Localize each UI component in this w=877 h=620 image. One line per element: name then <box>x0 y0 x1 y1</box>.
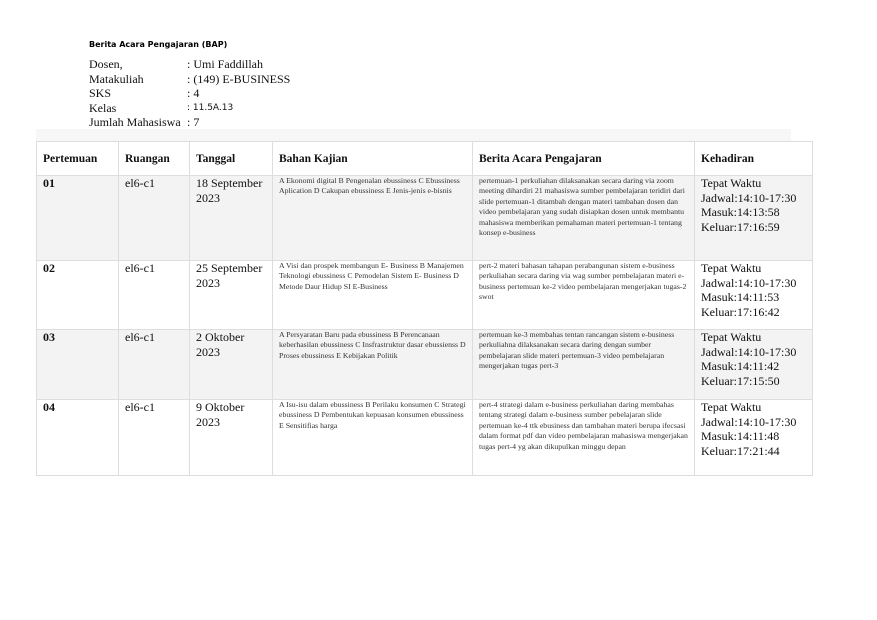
info-row-matakuliah <box>89 72 290 87</box>
cell-tanggal: 25 September 2023 <box>190 261 273 330</box>
attendance-keluar: Keluar:17:16:59 <box>701 219 780 234</box>
info-row-dosen <box>89 57 290 72</box>
header-ruangan: Ruangan <box>119 142 190 176</box>
cell-ruangan: el6-c1 <box>119 400 190 476</box>
cell-pertemuan: 04 <box>37 400 119 476</box>
cell-kehadiran <box>695 330 813 400</box>
jumlah-mahasiswa-label: Jumlah Mahasiswa <box>89 115 181 129</box>
attendance-status: Tepat Waktu <box>701 330 762 344</box>
attendance-keluar: Keluar:17:16:42 <box>701 304 780 319</box>
dosen-label: Dosen, <box>89 57 123 71</box>
attendance-masuk: Masuk:14:11:53 <box>701 290 780 304</box>
table-row <box>37 261 813 330</box>
attendance-status: Tepat Waktu <box>701 400 762 414</box>
cell-bahan-kajian: A Isu-isu dalam ebussiness B Perilaku konsumen C Strategi ebussiness D Pembentukan kepuasan konsumen ebussiness E Sensitifias harga <box>273 400 473 476</box>
attendance-masuk: Masuk:14:11:42 <box>701 359 780 373</box>
header-kehadiran: Kehadiran <box>695 142 813 176</box>
cell-ruangan: el6-c1 <box>119 330 190 400</box>
table-row <box>37 400 813 476</box>
cell-pertemuan: 02 <box>37 261 119 330</box>
attendance-masuk: Masuk:14:11:48 <box>701 429 780 443</box>
cell-ruangan: el6-c1 <box>119 261 190 330</box>
matakuliah-value: : (149) E-BUSINESS <box>187 71 291 86</box>
info-row-jumlah-mahasiswa <box>89 115 290 130</box>
cell-bahan-kajian: A Ekonomi digital B Pengenalan ebussiness C Ebussiness Aplication D Cakupan ebussiness E Jenis-jenis e-bisnis <box>273 176 473 261</box>
kelas-value: : 11.5A.13 <box>187 102 234 113</box>
cell-ruangan: el6-c1 <box>119 176 190 261</box>
header-berita-acara: Berita Acara Pengajaran <box>473 142 695 176</box>
attendance-masuk: Masuk:14:13:58 <box>701 205 780 219</box>
attendance-keluar: Keluar:17:15:50 <box>701 373 780 388</box>
cell-kehadiran <box>695 176 813 261</box>
attendance-jadwal: Jadwal:14:10-17:30 <box>701 190 797 205</box>
kelas-label: Kelas <box>89 100 117 115</box>
cell-bahan-kajian: A Persyaratan Baru pada ebussiness B Perencanaan keberhasilan ebussiness C Insfrastruktur dasar ebussienss D Proses ebussiness E Kebijakan Politik <box>273 330 473 400</box>
info-row-kelas <box>89 101 290 116</box>
cell-berita-acara: pertemuan-1 perkuliahan dilaksanakan secara daring via zoom meeting dihardiri 21 mahasiswa sumber pembelajaran teridiri dari slide pertemuan-1 ditambah dengan materi tambahan dosen dan video pembelajaran yang sudah disiapkan dosen untuk membantu mahasiswa memberikan pemahaman materi pertemuan-1 tentang konsep e-business <box>473 176 695 261</box>
cell-berita-acara: pert-2 materi bahasan tahapan perabangunan sistem e-business perkuliahan secara daring via wag sumber pembelajaran materi e-business pertemuan ke-2 video pembelajaran mengerjakan tugas-2 swot <box>473 261 695 330</box>
header-bahan-kajian: Bahan Kajian <box>273 142 473 176</box>
bap-table <box>36 141 813 476</box>
cell-bahan-kajian: A Visi dan prospek membangun E- Business B Manajemen Teknologi ebussiness C Pemodelan Sistem E- Business D Metode Daur Hidup SI E-Business <box>273 261 473 330</box>
cell-tanggal: 18 September 2023 <box>190 176 273 261</box>
attendance-keluar: Keluar:17:21:44 <box>701 443 780 458</box>
cell-kehadiran <box>695 261 813 330</box>
cell-berita-acara: pert-4 strategi dalam e-business perkuliahan daring membahas tentang strategi dalam e-business sumber pebelajaran slide pertemuan ke-4 ttk ebusiness dan tambahan materi berupa ifecsasi dalam format pdf dan video pembelajaran mahasiswa mengerjakan tugas pert-4 yg akan dikupulkan minggu depan <box>473 400 695 476</box>
sks-value: : 4 <box>187 86 200 100</box>
attendance-status: Tepat Waktu <box>701 261 762 275</box>
cell-kehadiran <box>695 400 813 476</box>
cell-tanggal: 9 Oktober 2023 <box>190 400 273 476</box>
cell-pertemuan: 01 <box>37 176 119 261</box>
attendance-jadwal: Jadwal:14:10-17:30 <box>701 344 797 359</box>
sks-label: SKS <box>89 86 112 100</box>
cell-tanggal: 2 Oktober 2023 <box>190 330 273 400</box>
info-block <box>89 57 290 130</box>
cell-pertemuan: 03 <box>37 330 119 400</box>
attendance-jadwal: Jadwal:14:10-17:30 <box>701 414 797 429</box>
header-tanggal: Tanggal <box>190 142 273 176</box>
document-title: Berita Acara Pengajaran (BAP) <box>89 40 228 49</box>
table-row <box>37 330 813 400</box>
header-band <box>36 129 791 141</box>
attendance-jadwal: Jadwal:14:10-17:30 <box>701 275 797 290</box>
cell-berita-acara: pertemuan ke-3 membahas tentan rancangan sistem e-business perkuliahna dilaksanakan secara daring dengan sumber pembelajaran slide materi pertemuan-3 video pembelajaran mengerjakan tugas pert-3 <box>473 330 695 400</box>
table-row <box>37 176 813 261</box>
header-pertemuan: Pertemuan <box>37 142 119 176</box>
attendance-status: Tepat Waktu <box>701 176 762 190</box>
jumlah-mahasiswa-value: : 7 <box>187 115 200 129</box>
info-row-sks <box>89 86 290 101</box>
table-header-row <box>37 142 813 176</box>
dosen-value: : Umi Faddillah <box>187 57 263 71</box>
matakuliah-label: Matakuliah <box>89 71 144 86</box>
